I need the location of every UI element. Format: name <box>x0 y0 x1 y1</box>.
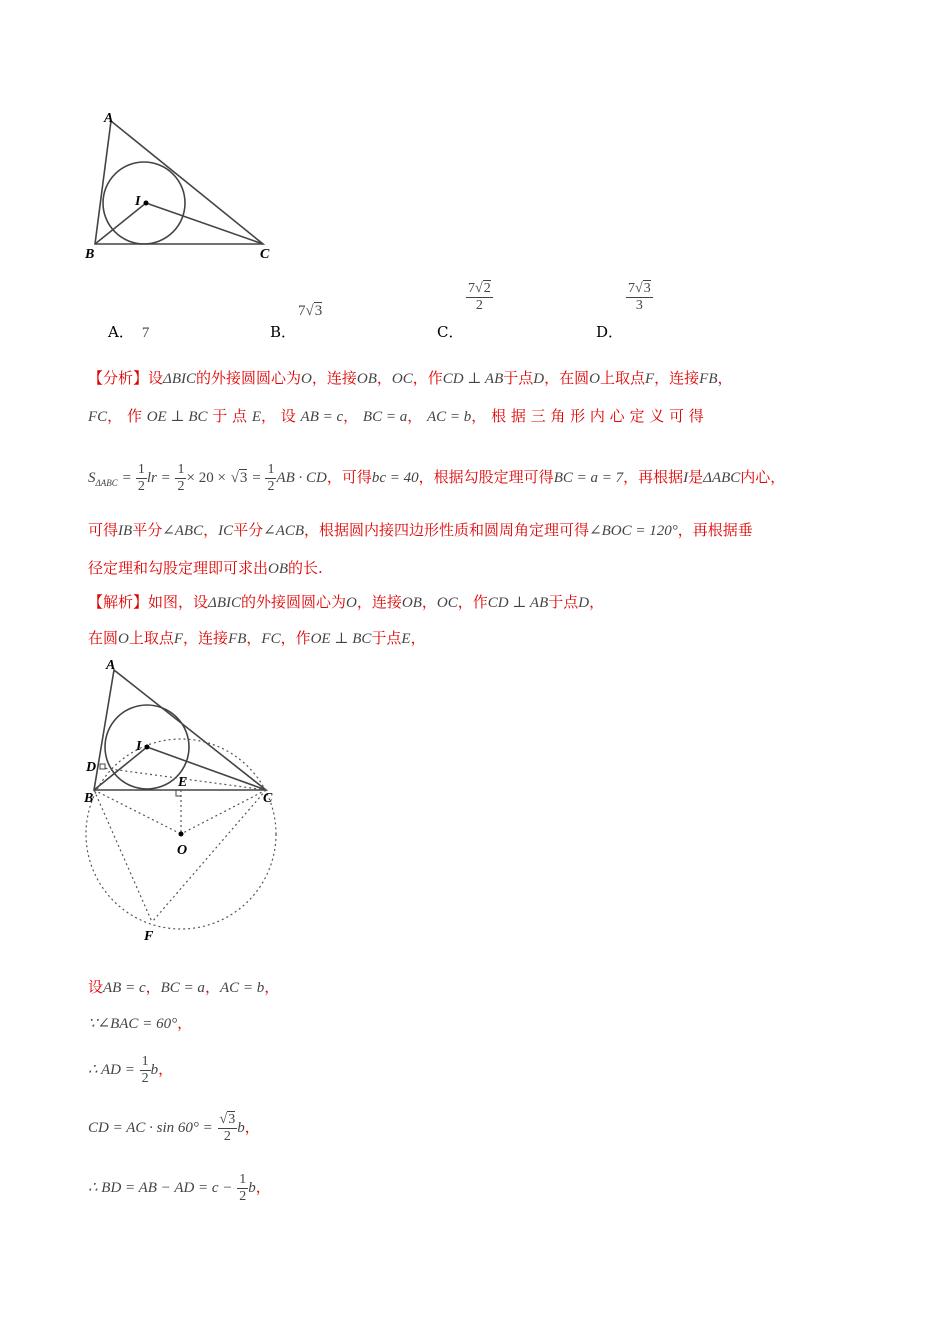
label-c: C <box>260 247 270 262</box>
label2-i: I <box>136 739 142 754</box>
label2-o: O <box>177 843 188 858</box>
label2-f: F <box>144 929 154 944</box>
label2-b: B <box>84 791 94 806</box>
option-d-value: $\frac{7√3}{3}$ <box>628 281 651 313</box>
analysis-line-3: $S_{\Delta ABC}$ = $\frac{1}{2}$ lr = $\frac{1}{2}$ × 20 × √3 = $\frac{1}{2}$ AB · CD，可得bc = 40，根据勾股定理可得BC = a = 7，再根据I是ΔABC内心， <box>88 461 786 494</box>
option-d-letter[interactable]: D． <box>596 323 624 341</box>
label2-d: D <box>86 760 97 775</box>
figure-circumcircle <box>80 650 290 945</box>
step-5: ∴ BD = AB − AD = c − $\frac{1}{2}$ b， <box>88 1171 271 1204</box>
solution-line-1: 【解析】如图，设ΔBIC的外接圆圆心为O，连接OB，OC，作CD ⊥ AB于点D， <box>88 593 605 611</box>
option-b-letter[interactable]: B． <box>270 323 297 341</box>
step-3: ∴ AD = $\frac{1}{2}$ b， <box>88 1053 174 1086</box>
analysis-line-4: 可得IB平分∠ABC，IC平分∠ACB，根据圆内接四边形性质和圆周角定理可得∠BOC = 120°，再根据垂 <box>88 521 753 539</box>
analysis-line-5: 径定理和勾股定理即可求出OB的长. <box>88 559 323 577</box>
analysis-line-2: FC， 作 OE ⊥ BC 于 点 E， 设 AB = c， BC = a， AC = b， 根 据 三 角 形 内 心 定 义 可 得 <box>88 407 704 425</box>
option-c-letter[interactable]: C． <box>437 323 464 341</box>
label-b: B <box>85 247 95 262</box>
option-c-value: $\frac{7√2}{2}$ <box>468 281 491 313</box>
figure-triangle-incircle <box>80 105 280 270</box>
label-a: A <box>104 111 114 126</box>
segment-ic <box>146 203 263 244</box>
segment-ib <box>95 203 146 244</box>
step-1: 设AB = c，BC = a，AC = b， <box>88 978 280 996</box>
analysis-line-1: 【分析】设ΔBIC的外接圆圆心为O，连接OB，OC，作CD ⊥ AB于点D，在圆O上取点F，连接FB， <box>88 369 733 387</box>
step-4: CD = AC · sin 60° = $\frac{√3}{2}$ b， <box>88 1111 260 1144</box>
label-i: I <box>135 194 141 209</box>
label2-a: A <box>106 658 116 673</box>
label2-c: C <box>263 791 273 806</box>
step-2: ∵∠BAC = 60°， <box>88 1014 193 1032</box>
label2-e: E <box>178 775 188 790</box>
solution-line-2: 在圆O上取点F，连接FB，FC，作OE ⊥ BC于点E， <box>88 629 426 647</box>
option-a[interactable]: A． 7 <box>108 323 150 341</box>
option-b-value: 7√3 <box>298 303 323 319</box>
